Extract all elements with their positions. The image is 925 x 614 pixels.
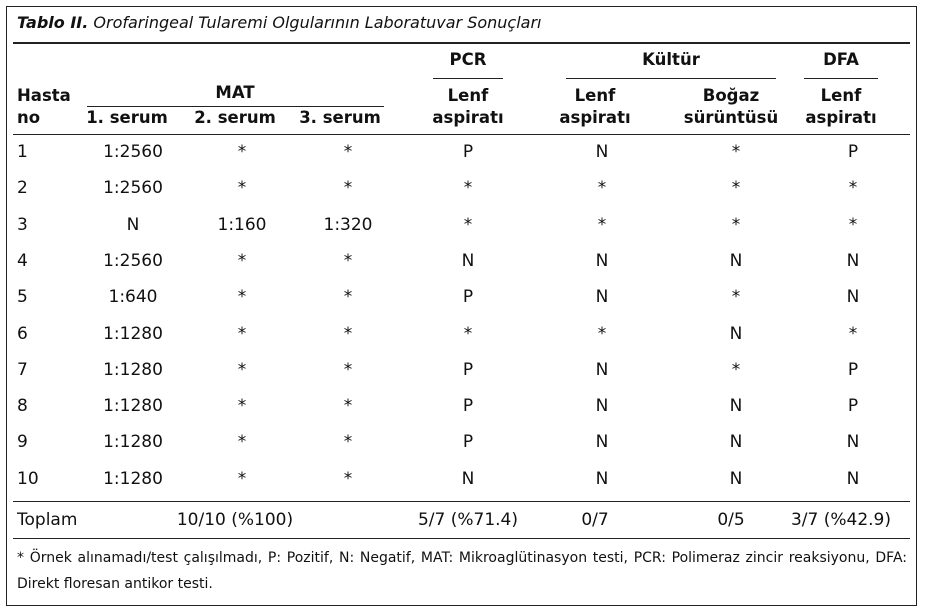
cell-mat-serum-1: 1:1280 — [103, 396, 163, 417]
cell-mat-serum-3: * — [343, 142, 353, 162]
cell-kultur-bogaz: * — [731, 287, 741, 308]
header-dfa: DFA — [823, 50, 859, 69]
cell-pcr-lenf: P — [462, 432, 474, 453]
cell-mat-serum-2: * — [237, 432, 247, 453]
cell-kultur-lenf: * — [597, 323, 607, 344]
top-rule — [13, 42, 910, 44]
total-mat: 10/10 (%100) — [176, 510, 294, 530]
cell-mat-serum-2: * — [237, 468, 247, 489]
header-kultur-lenf-1: Lenf — [574, 86, 616, 105]
cell-mat-serum-3: * — [343, 396, 353, 417]
header-no: no — [17, 108, 41, 127]
header-dfa-sub-2: aspiratı — [805, 108, 877, 127]
cell-kultur-bogaz: N — [729, 323, 743, 344]
cell-kultur-bogaz: N — [729, 432, 743, 453]
cell-mat-serum-3: * — [343, 359, 353, 380]
cell-mat-serum-3: * — [343, 468, 353, 489]
header-serum-2: 2. serum — [194, 108, 276, 127]
cell-mat-serum-1: 1:2560 — [103, 178, 163, 199]
cell-pcr-lenf: * — [463, 323, 473, 344]
table-title-text: Orofaringeal Tularemi Olgularının Laboratuvar Sonuçları — [93, 13, 542, 32]
cell-kultur-lenf: N — [595, 287, 609, 308]
cell-mat-serum-3: * — [343, 250, 353, 271]
cell-hasta-no: 6 — [17, 323, 28, 344]
cell-mat-serum-1: 1:1280 — [103, 432, 163, 453]
cell-hasta-no: 1 — [17, 142, 28, 162]
cell-dfa-lenf: P — [847, 359, 859, 380]
cell-mat-serum-2: * — [237, 396, 247, 417]
cell-dfa-lenf: N — [846, 432, 860, 453]
header-bottom-rule — [13, 134, 910, 135]
cell-mat-serum-3: * — [343, 432, 353, 453]
cell-pcr-lenf: * — [463, 214, 473, 235]
total-kultur-bogaz: 0/5 — [717, 510, 745, 530]
cell-mat-serum-3: * — [343, 323, 353, 344]
total-kultur-lenf: 0/7 — [581, 510, 609, 530]
cell-kultur-lenf: N — [595, 432, 609, 453]
total-bottom-rule — [13, 538, 910, 539]
header-pcr-sub-2: aspiratı — [432, 108, 504, 127]
cell-hasta-no: 10 — [17, 468, 39, 489]
cell-mat-serum-1: 1:1280 — [103, 468, 163, 489]
cell-pcr-lenf: P — [462, 142, 474, 162]
cell-dfa-lenf: N — [846, 468, 860, 489]
table-footnote: * Örnek alınamadı/test çalışılmadı, P: Pozitif, N: Negatif, MAT: Mikroaglütinasyon testi, PCR: Polimeraz zincir reaksiyonu, DFA: Direkt floresan antikor testi. — [17, 550, 907, 592]
cell-mat-serum-2: * — [237, 178, 247, 199]
total-pcr: 5/7 (%71.4) — [417, 510, 519, 530]
header-pcr: PCR — [449, 50, 487, 69]
cell-mat-serum-2: * — [237, 142, 247, 162]
cell-mat-serum-2: * — [237, 359, 247, 380]
cell-hasta-no: 9 — [17, 432, 28, 453]
cell-hasta-no: 8 — [17, 396, 28, 417]
cell-dfa-lenf: P — [847, 142, 859, 162]
cell-mat-serum-3: * — [343, 178, 353, 199]
cell-dfa-lenf: * — [848, 178, 858, 199]
cell-kultur-lenf: N — [595, 396, 609, 417]
cell-hasta-no: 5 — [17, 287, 28, 308]
cell-mat-serum-2: 1:160 — [217, 214, 267, 235]
cell-mat-serum-1: 1:1280 — [103, 323, 163, 344]
cell-kultur-lenf: * — [597, 178, 607, 199]
cell-pcr-lenf: P — [462, 396, 474, 417]
cell-mat-serum-1: N — [126, 214, 140, 235]
cell-mat-serum-2: * — [237, 250, 247, 271]
cell-mat-serum-1: 1:1280 — [103, 359, 163, 380]
cell-kultur-bogaz: * — [731, 178, 741, 199]
header-serum-1: 1. serum — [86, 108, 168, 127]
cell-mat-serum-1: 1:640 — [108, 287, 158, 308]
header-dfa-sub-1: Lenf — [820, 86, 862, 105]
cell-hasta-no: 7 — [17, 359, 28, 380]
cell-kultur-bogaz: N — [729, 396, 743, 417]
kultur-underline — [566, 78, 776, 79]
header-hasta: Hasta — [17, 86, 71, 105]
cell-pcr-lenf: N — [461, 468, 475, 489]
cell-pcr-lenf: P — [462, 359, 474, 380]
total-top-rule — [13, 501, 910, 502]
cell-kultur-bogaz: N — [729, 468, 743, 489]
cell-dfa-lenf: N — [846, 287, 860, 308]
cell-kultur-bogaz: * — [731, 359, 741, 380]
cell-mat-serum-1: 1:2560 — [103, 142, 163, 162]
header-serum-3: 3. serum — [299, 108, 381, 127]
header-pcr-sub-1: Lenf — [447, 86, 489, 105]
cell-pcr-lenf: * — [463, 178, 473, 199]
cell-dfa-lenf: P — [847, 396, 859, 417]
header-kultur-lenf-2: aspiratı — [559, 108, 631, 127]
table-title-label: Tablo II. — [17, 13, 89, 32]
total-dfa: 3/7 (%42.9) — [790, 510, 892, 530]
cell-mat-serum-2: * — [237, 287, 247, 308]
cell-mat-serum-2: * — [237, 323, 247, 344]
dfa-underline — [804, 78, 878, 79]
cell-mat-serum-3: * — [343, 287, 353, 308]
header-mat: MAT — [215, 83, 255, 102]
cell-kultur-bogaz: N — [729, 250, 743, 271]
cell-kultur-lenf: N — [595, 142, 609, 162]
cell-hasta-no: 4 — [17, 250, 28, 271]
cell-kultur-bogaz: * — [731, 214, 741, 235]
cell-kultur-bogaz: * — [731, 142, 741, 162]
cell-kultur-lenf: * — [597, 214, 607, 235]
table-frame — [6, 6, 917, 606]
cell-hasta-no: 3 — [17, 214, 28, 235]
cell-pcr-lenf: N — [461, 250, 475, 271]
cell-mat-serum-1: 1:2560 — [103, 250, 163, 271]
cell-mat-serum-3: 1:320 — [323, 214, 373, 235]
header-kultur: Kültür — [642, 50, 700, 69]
pcr-underline — [433, 78, 503, 79]
header-kultur-bogaz-1: Boğaz — [702, 86, 760, 105]
cell-pcr-lenf: P — [462, 287, 474, 308]
cell-hasta-no: 2 — [17, 178, 28, 199]
cell-kultur-lenf: N — [595, 468, 609, 489]
header-kultur-bogaz-2: sürüntüsü — [683, 108, 779, 127]
table-title — [17, 13, 542, 32]
total-label: Toplam — [17, 510, 78, 530]
cell-kultur-lenf: N — [595, 250, 609, 271]
cell-dfa-lenf: N — [846, 250, 860, 271]
cell-dfa-lenf: * — [848, 214, 858, 235]
cell-kultur-lenf: N — [595, 359, 609, 380]
cell-dfa-lenf: * — [848, 323, 858, 344]
